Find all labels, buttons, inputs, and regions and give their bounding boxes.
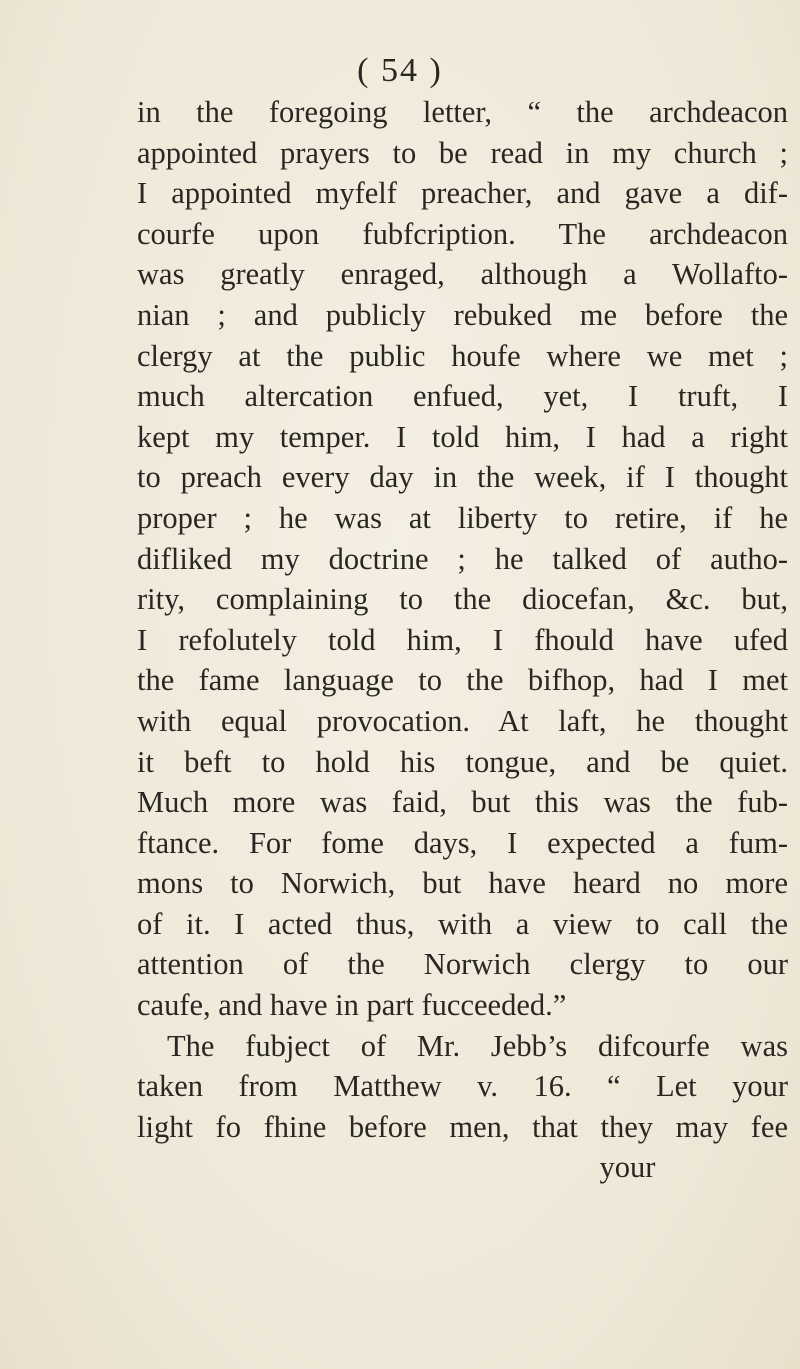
text-line: the fame language to the bifhop, had I met bbox=[137, 663, 788, 698]
text-line: Much more was faid, but this was the fub- bbox=[137, 785, 788, 820]
text-line: ftance. For fome days, I expected a fum- bbox=[137, 825, 788, 860]
text-line: nian ; and publicly rebuked me before the bbox=[137, 297, 788, 332]
text-line: attention of the Norwich clergy to our bbox=[137, 947, 788, 982]
text-line: taken from Matthew v. 16. “ Let your bbox=[137, 1069, 788, 1104]
text-line: kept my temper. I told him, I had a right bbox=[137, 419, 788, 454]
text-line: to preach every day in the week, if I thought bbox=[137, 460, 788, 495]
text-line: clergy at the public houfe where we met ; bbox=[137, 338, 788, 373]
text-line: rity, complaining to the diocefan, &c. but, bbox=[137, 582, 788, 617]
text-line: with equal provocation. At laft, he thought bbox=[137, 703, 788, 738]
text-line: The fubject of Mr. Jebb’s difcourfe was bbox=[167, 1028, 788, 1063]
text-line: of it. I acted thus, with a view to call the bbox=[137, 906, 788, 941]
text-line: courfe upon fubfcription. The archdeacon bbox=[137, 216, 788, 251]
text-line: I appointed myfelf preacher, and gave a dif- bbox=[137, 176, 788, 211]
text-line: appointed prayers to be read in my church ; bbox=[137, 135, 788, 170]
catchword: your bbox=[599, 1150, 656, 1185]
text-line: in the foregoing letter, “ the archdeacon bbox=[137, 95, 788, 129]
text-line: mons to Norwich, but have heard no more bbox=[137, 866, 788, 901]
text-line: much altercation enfued, yet, I truft, I bbox=[137, 379, 788, 414]
text-line: it beft to hold his tongue, and be quiet. bbox=[137, 744, 788, 779]
text-line: was greatly enraged, although a Wollafto- bbox=[137, 257, 788, 292]
text-line: difliked my doctrine ; he talked of autho- bbox=[137, 541, 788, 576]
text-line: I refolutely told him, I fhould have ufed bbox=[137, 622, 788, 657]
text-line: proper ; he was at liberty to retire, if he bbox=[137, 500, 788, 535]
text-line: light fo fhine before men, that they may fee bbox=[137, 1109, 788, 1144]
text-line: caufe, and have in part fucceeded.” bbox=[137, 988, 567, 1023]
page-number: ( 54 ) bbox=[357, 52, 443, 89]
body-text bbox=[137, 92, 788, 1188]
